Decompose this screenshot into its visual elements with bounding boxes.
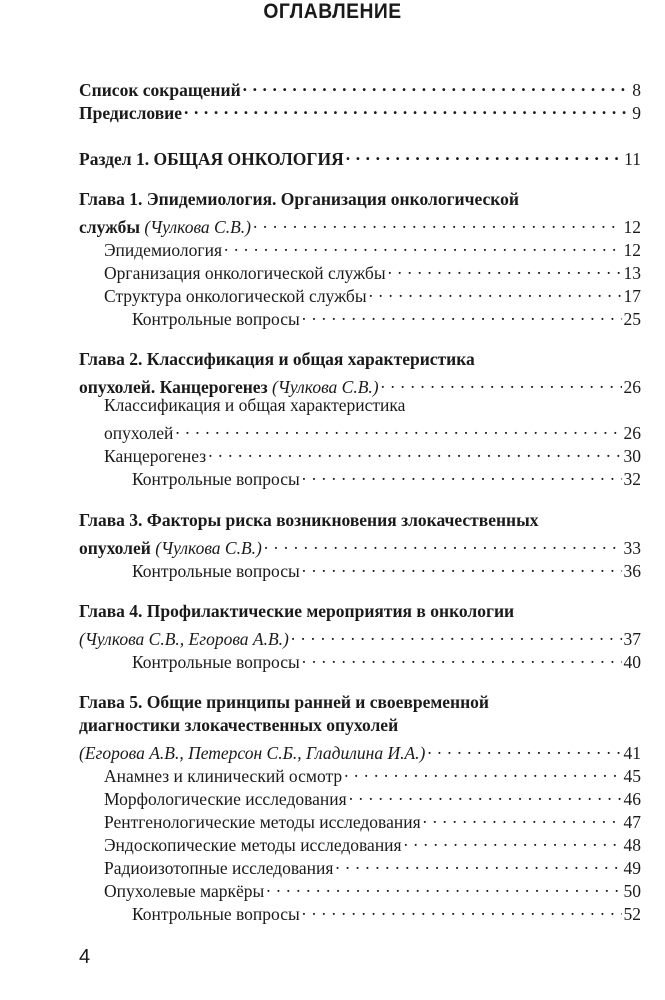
toc-entry-label: Контрольные вопросы: [132, 469, 300, 489]
toc-page-number: 49: [623, 858, 641, 878]
toc-entry-classification-label[interactable]: Классификация и общая характеристика: [104, 395, 406, 415]
toc-entry-preface[interactable]: [79, 97, 641, 124]
toc-page-number: 50: [623, 881, 641, 901]
dot-leader: [243, 74, 631, 96]
chapter-1-title-cont: службы: [79, 217, 140, 237]
toc-page-number: 9: [632, 103, 641, 123]
dot-leader: [253, 211, 622, 233]
toc-entry-questions[interactable]: [132, 646, 641, 673]
toc-entry-label: Опухолевые маркёры: [104, 881, 265, 901]
toc-entry-label: Контрольные вопросы: [132, 904, 300, 924]
page-number: 4: [79, 946, 91, 968]
toc-page-number: 26: [623, 377, 641, 397]
chapter-4-authors: (Чулкова С.В., Егорова А.В.): [79, 629, 289, 649]
toc-entry-questions[interactable]: [132, 898, 641, 925]
chapter-2-title-cont: опухолей. Канцерогенез: [79, 377, 268, 397]
dot-leader: [291, 623, 622, 645]
toc-entry-label: опухолей: [104, 423, 174, 443]
dot-leader: [184, 97, 630, 119]
toc-page-number: 17: [623, 286, 641, 306]
toc-page-number: 45: [623, 766, 641, 786]
toc-page-number: 41: [623, 743, 641, 763]
toc-entry-questions[interactable]: [132, 555, 641, 582]
chapter-3-title-cont: опухолей: [79, 538, 151, 558]
chapter-5-title[interactable]: Глава 5. Общие принципы ранней и своевременной: [79, 692, 490, 712]
toc-page-number: 47: [623, 812, 641, 832]
toc-entry-label: Анамнез и клинический осмотр: [104, 766, 343, 786]
dot-leader: [302, 463, 622, 485]
toc-entry-section-1[interactable]: [79, 143, 641, 170]
toc-page-number: 12: [623, 217, 641, 237]
toc-entry-questions[interactable]: [132, 303, 641, 330]
chapter-5-title-cont[interactable]: диагностики злокачественных опухолей: [79, 715, 399, 735]
dot-leader: [302, 555, 622, 577]
page-title: ОГЛАВЛЕНИЕ: [263, 0, 402, 23]
toc-page-number: 30: [623, 446, 641, 466]
toc-entry-label: Структура онкологической службы: [104, 286, 367, 306]
chapter-1-authors: (Чулкова С.В.): [144, 217, 251, 237]
dot-leader: [302, 646, 622, 668]
toc-page-number: 32: [623, 469, 641, 489]
toc-entry-label: Организация онкологической службы: [104, 263, 386, 283]
toc-page-number: 33: [623, 538, 641, 558]
toc-entry-label: Эпидемиология: [104, 240, 222, 260]
dot-leader: [423, 806, 622, 828]
toc-page-number: 52: [623, 904, 641, 924]
toc-page-number: 8: [632, 80, 641, 100]
toc-page-number: 13: [623, 263, 641, 283]
chapter-3-authors: (Чулкова С.В.): [155, 538, 262, 558]
toc-page-number: 48: [623, 835, 641, 855]
chapter-3-title[interactable]: Глава 3. Факторы риска возникновения злокачественных: [79, 510, 539, 530]
dot-leader: [302, 303, 622, 325]
toc-entry-label: Морфологические исследования: [104, 789, 347, 809]
toc-entry-label: Контрольные вопросы: [132, 652, 300, 672]
toc-page-number: 25: [623, 309, 641, 329]
dot-leader: [404, 829, 622, 851]
dot-leader: [349, 783, 622, 805]
toc-entry-questions[interactable]: [132, 463, 641, 490]
toc-page-number: 37: [623, 629, 641, 649]
dot-leader: [266, 875, 621, 897]
dot-leader: [381, 371, 622, 393]
toc-entry-label: Раздел 1. ОБЩАЯ ОНКОЛОГИЯ: [79, 149, 344, 169]
toc-entry-label: Контрольные вопросы: [132, 309, 300, 329]
toc-entry-label: Предисловие: [79, 103, 183, 123]
dot-leader: [208, 440, 621, 462]
toc-page-number: 46: [623, 789, 641, 809]
dot-leader: [346, 143, 622, 165]
dot-leader: [175, 417, 621, 439]
chapter-4-title[interactable]: Глава 4. Профилактические мероприятия в онкологии: [79, 601, 515, 621]
toc-entry-label: Радиоизотопные исследования: [104, 858, 334, 878]
dot-leader: [427, 737, 621, 759]
toc-entry-label: Рентгенологические методы исследования: [104, 812, 421, 832]
toc-entry-label: Канцерогенез: [104, 446, 207, 466]
chapter-2-authors: (Чулкова С.В.): [271, 377, 379, 397]
toc-page-number: 36: [623, 561, 641, 581]
toc-page-number: 26: [623, 423, 641, 443]
toc-page-number: 40: [623, 652, 641, 672]
toc-page-number: 12: [623, 240, 641, 260]
dot-leader: [224, 234, 622, 256]
chapter-2-title[interactable]: Глава 2. Классификация и общая характеристика: [79, 349, 475, 369]
dot-leader: [335, 852, 621, 874]
toc-entry-label: Эндоскопические методы исследования: [104, 835, 402, 855]
dot-leader: [369, 280, 622, 302]
dot-leader: [302, 898, 622, 920]
chapter-1-title[interactable]: Глава 1. Эпидемиология. Организация онкологической: [79, 189, 519, 209]
dot-leader: [388, 257, 622, 279]
toc-entry-label: Список сокращений: [79, 80, 241, 100]
toc-entry-label: Контрольные вопросы: [132, 561, 300, 581]
chapter-5-authors: (Егорова А.В., Петерсон С.Б., Гладилина И.А.): [79, 743, 426, 763]
dot-leader: [264, 532, 622, 554]
dot-leader: [344, 760, 621, 782]
toc-page-number: 11: [624, 149, 641, 169]
